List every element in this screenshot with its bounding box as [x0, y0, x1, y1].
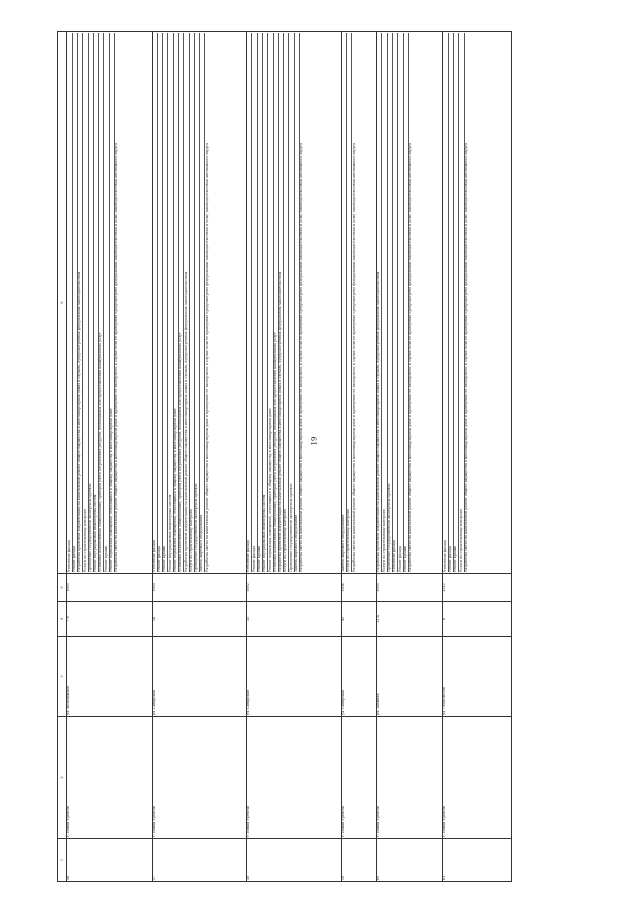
- row-number: 57: [152, 839, 247, 882]
- work-item: Разработка сметы на капитальный ремонт общего имущества в многоквартирном доме и проведение ее экспертизы, в случае если ее проведение предусмотрено федеральным законодательством и (или) законодательством автономного округа: [299, 142, 304, 572]
- header-cell-1: 1: [58, 839, 67, 882]
- work-item: Проведение государственной экспертизы проекта: [388, 33, 393, 572]
- table-row: [377, 32, 443, 882]
- work-item: Утепление фасада: [443, 33, 448, 572]
- row-works: [377, 32, 443, 574]
- header-cell-3: 3: [58, 637, 67, 717]
- table-row: [67, 32, 152, 882]
- work-item: Установка коллективных (общедомовых) приборов учета потребления ресурсов, необходимых для предоставления коммунальных услуг: [274, 33, 279, 572]
- row-city: г. Новый Уренгой: [377, 717, 443, 839]
- rotated-page-content: [57, 32, 512, 882]
- work-item: Разработка сметы на капитальный ремонт общего имущества в многоквартирном доме и проведение ее экспертизы, в случае если ее проведение предусмотрено федеральным законодательством и (или) законодательством автономного округа: [114, 142, 119, 572]
- work-item: Разработка сметы на капитальный ремонт общего имущества в многоквартирном доме и проведение ее экспертизы, в случае если ее проведение предусмотрено федеральным законодательством и (или) законодательством автономного округа: [463, 142, 468, 572]
- work-item: Утепление фасада: [393, 33, 398, 572]
- row-year: 1992: [247, 574, 342, 602]
- row-year: 1994: [341, 574, 376, 602]
- work-item: Услуги по строительному контролю: [284, 33, 289, 572]
- work-item: Разработка проектной документации на капитальный ремонт общего имущества в многоквартирных домах в случаях, предусмотренных федеральным законодательством: [78, 33, 83, 572]
- header-cell-5: 5: [58, 574, 67, 602]
- row-city: г. Новый Уренгой: [67, 717, 152, 839]
- work-item: Утепление фасада: [67, 33, 72, 572]
- work-item: Ремонт фасада: [158, 33, 163, 572]
- work-item: Ремонт крыши: [454, 33, 459, 572]
- row-street: ул. Таежная: [377, 637, 443, 717]
- header-cell-4: 4: [58, 602, 67, 637]
- row-street: ул. Сибирская: [341, 637, 376, 717]
- row-house: 13 А: [377, 602, 443, 637]
- row-city: г. Новый Уренгой: [152, 717, 247, 839]
- work-item: Ремонт фасада: [252, 33, 257, 572]
- work-item: Установка коллективных (общедомовых) приборов учета потребления ресурсов, необходимых для предоставления коммунальных услуг: [179, 33, 184, 572]
- row-house: 28: [152, 602, 247, 637]
- row-street: ул. Сибирская: [247, 637, 342, 717]
- row-works: [443, 32, 512, 574]
- table-row: [341, 32, 376, 882]
- work-item: Замена лифтового оборудования: [342, 33, 347, 572]
- work-item: Замена лифтового оборудования: [200, 33, 205, 572]
- work-item: Разработка проектной документации на капитальный ремонт общего имущества в многоквартирных домах в случаях, предусмотренных федеральным законодательством: [184, 33, 189, 572]
- row-street: ул. Геодезистов: [443, 637, 512, 717]
- work-item: Ремонт фасада: [449, 33, 454, 572]
- work-item: Ремонт подвальных помещений, относящихся к общему имуществу в многоквартирном доме: [174, 33, 179, 572]
- row-city: г. Новый Уренгой: [247, 717, 342, 839]
- work-item: Ремонт крыши: [404, 33, 409, 572]
- work-item: Ремонт крыши: [163, 33, 168, 572]
- work-item: Услуги по строительному контролю: [347, 33, 352, 572]
- table-row: [443, 32, 512, 882]
- work-item: Проведение государственной экспертизы проекта: [289, 33, 294, 572]
- row-works: [67, 32, 152, 574]
- row-city: г. Новый Уренгой: [341, 717, 376, 839]
- row-house: 35: [247, 602, 342, 637]
- row-number: 59: [341, 839, 376, 882]
- header-cell-6: 6: [58, 32, 67, 574]
- work-item: Ремонт внутридомовых инженерных систем: [168, 33, 173, 572]
- work-item: Услуги по строительному контролю: [190, 33, 195, 572]
- work-item: Услуги по строительному контролю: [459, 33, 464, 572]
- row-year: 1989: [152, 574, 247, 602]
- work-item: Ремонт подвальных помещений, относящихся к общему имуществу в многоквартирном доме: [110, 33, 115, 572]
- work-item: Ремонт подвальных помещений, относящихся к общему имуществу в многоквартирном доме: [268, 33, 273, 572]
- work-item: Ремонт фасада: [73, 33, 78, 572]
- work-item: Разработка сметы на капитальный ремонт общего имущества в многоквартирном доме и проведение ее экспертизы, в случае если ее проведение предусмотрено федеральным законодательством и (или) законодательством автономного округа: [351, 142, 356, 572]
- page-number: 19: [310, 436, 319, 446]
- work-item: Ремонт крыши: [258, 33, 263, 572]
- row-number: 56: [67, 839, 152, 882]
- row-year: 2012: [443, 574, 512, 602]
- table-body: [58, 32, 512, 882]
- work-item: Разработка проектной документации на капитальный ремонт общего имущества в многоквартирных домах в случаях, предусмотренных федеральным законодательством: [377, 33, 382, 572]
- table-row: [247, 32, 342, 882]
- work-item: Ремонт крыши: [104, 33, 109, 572]
- work-item: Утепление фасада: [153, 33, 158, 572]
- row-number: 58: [247, 839, 342, 882]
- row-year: 1995: [377, 574, 443, 602]
- row-house: 7 б: [67, 602, 152, 637]
- row-works: [152, 32, 247, 574]
- row-number: 60: [377, 839, 443, 882]
- work-item: Установка коллективных (общедомовых) приборов учета потребления ресурсов, необходимых для предоставления коммунальных услуг: [99, 33, 104, 572]
- row-house: 6: [443, 602, 512, 637]
- row-works: [341, 32, 376, 574]
- work-item: Утепление фасада: [247, 33, 252, 572]
- header-row: [58, 32, 67, 882]
- row-house: 45: [341, 602, 376, 637]
- row-year: 1985: [67, 574, 152, 602]
- work-item: Замена лифтового оборудования: [295, 33, 300, 572]
- work-item: Разработка сметы на капитальный ремонт общего имущества в многоквартирном доме и проведение ее экспертизы, в случае если ее проведение предусмотрено федеральным законодательством и (или) законодательством автономного округа: [204, 142, 209, 572]
- capital-repair-table: [57, 31, 512, 882]
- work-item: Ремонт внутридомовых инженерных систем: [94, 33, 99, 572]
- row-street: ул. Молодежная: [67, 637, 152, 717]
- work-item: Услуги по строительному контролю: [382, 33, 387, 572]
- work-item: Проведение государственной экспертизы проекта: [89, 33, 94, 572]
- row-city: г. Новый Уренгой: [443, 717, 512, 839]
- row-works: [247, 32, 342, 574]
- header-cell-2: 2: [58, 717, 67, 839]
- work-item: Разработка проектной документации на капитальный ремонт общего имущества в многоквартирных домах в случаях, предусмотренных федеральным законодательством: [279, 33, 284, 572]
- work-item: Проведение государственной экспертизы проекта: [195, 33, 200, 572]
- work-item: Услуги по строительному контролю: [83, 33, 88, 572]
- row-number: 61: [443, 839, 512, 882]
- work-item: Разработка сметы на капитальный ремонт общего имущества в многоквартирном доме и проведение ее экспертизы, в случае если ее проведение предусмотрено федеральным законодательством и (или) законодательством автономного округа: [408, 142, 413, 572]
- table-row: [152, 32, 247, 882]
- work-item: Ремонт внутридомовых инженерных систем: [263, 33, 268, 572]
- row-street: ул. Сибирская: [152, 637, 247, 717]
- work-item: Ремонт фасада: [398, 33, 403, 572]
